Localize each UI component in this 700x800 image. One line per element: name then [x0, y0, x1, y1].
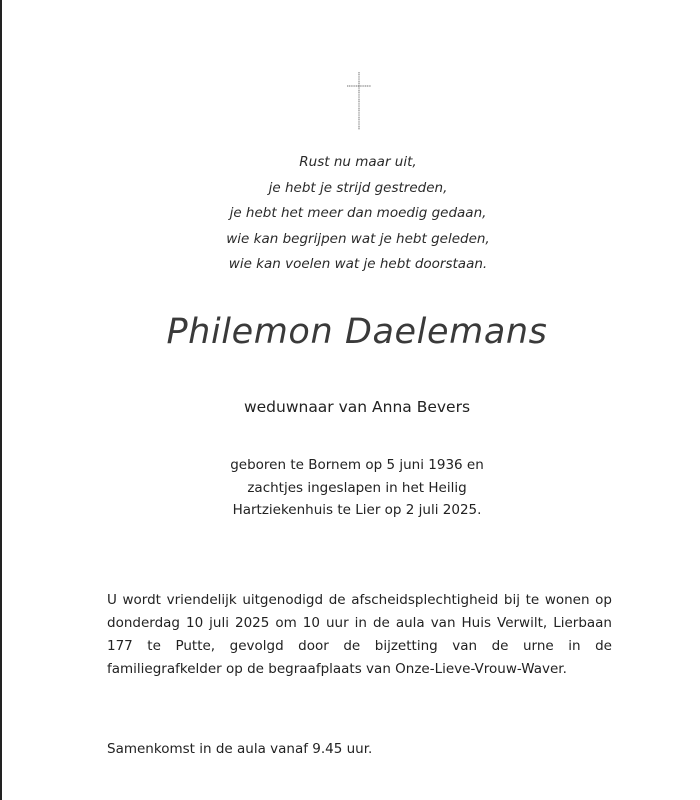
poem-line: wie kan voelen wat je hebt doorstaan.	[228, 256, 488, 272]
memorial-poem	[152, 150, 564, 278]
gathering-time: Samenkomst in de aula vanaf 9.45 uur.	[107, 741, 373, 757]
ceremony-invitation: U wordt vriendelijk uitgenodigd de afscheidsplechtigheid bij te wonen op donderdag 10 juli 2025 om 10 uur in de aula van Huis Verwilt, Lierbaan 177 te Putte, gevolgd door de bijzetting van de urne in de familiegrafkelder op de begraafplaats van Onze-Lieve-Vrouw-Waver.	[107, 592, 612, 677]
birth-death-line: Hartziekenhuis te Lier op 2 juli 2025.	[232, 502, 482, 518]
poem-line: Rust nu maar uit,	[299, 154, 417, 170]
poem-line: je hebt je strijd gestreden,	[268, 179, 448, 196]
poem-line: wie kan begrijpen wat je hebt geleden,	[226, 230, 490, 247]
deceased-name: Philemon Daelemans	[166, 312, 548, 352]
birth-death-line: zachtjes ingeslapen in het Heilig	[247, 479, 467, 496]
birth-death-info	[152, 454, 562, 522]
cross-icon	[345, 70, 373, 132]
poem-line: je hebt het meer dan moedig gedaan,	[229, 205, 487, 221]
relation-line: weduwnaar van Anna Bevers	[243, 398, 471, 416]
birth-death-line: geboren te Bornem op 5 juni 1936 en	[230, 457, 484, 473]
